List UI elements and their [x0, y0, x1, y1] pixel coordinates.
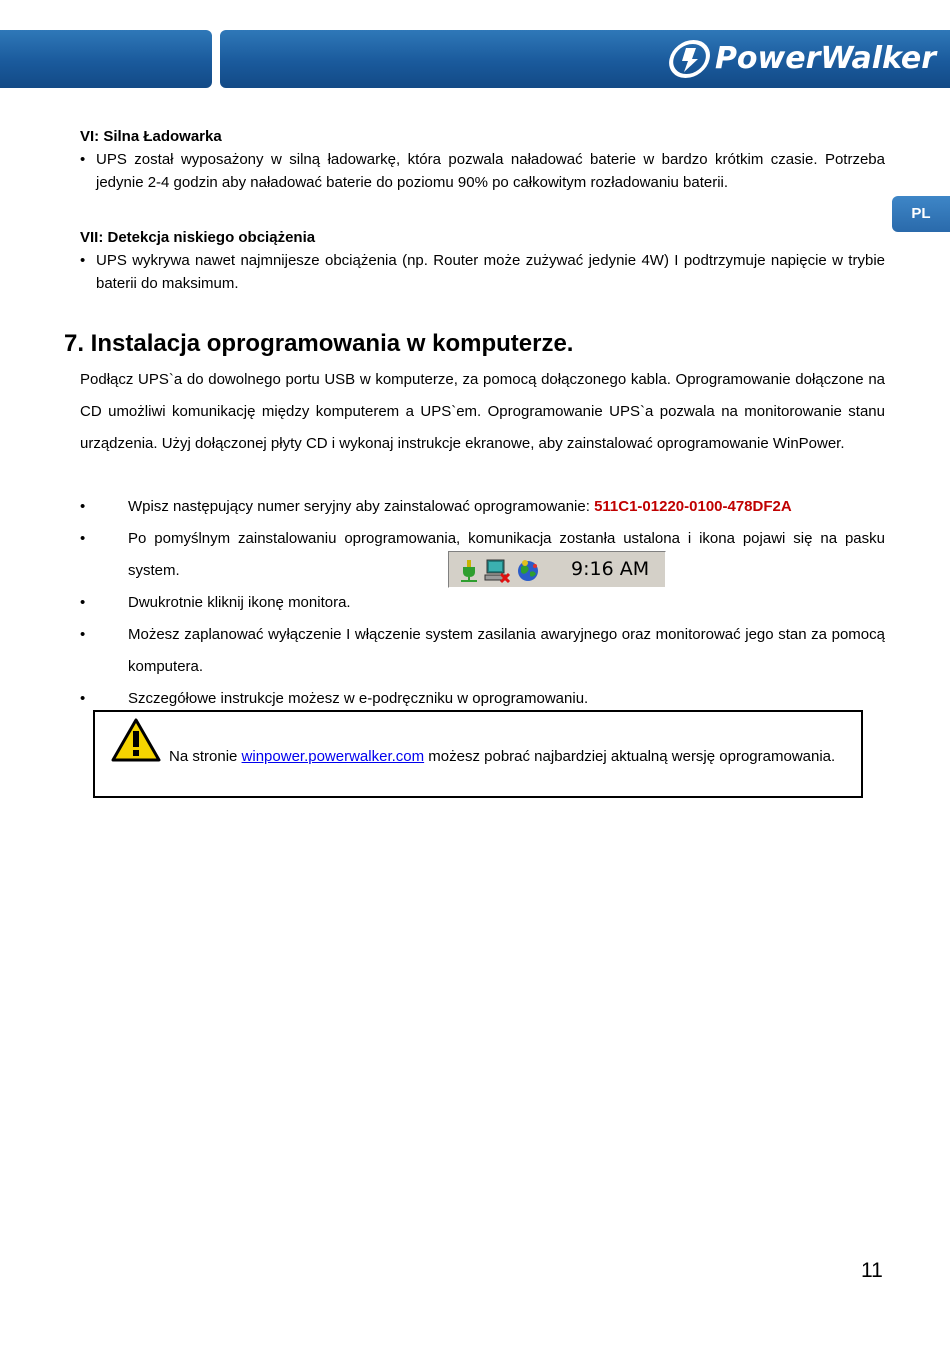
tray-plug-icon — [457, 558, 481, 582]
section-vii — [80, 226, 885, 295]
notice-text — [111, 745, 846, 768]
install-text: Po pomyślnym zainstalowaniu oprogramowania, komunikacja zostanła ustalona i ikona pojawi się na pasku system. — [128, 530, 885, 579]
schedule-text: Możesz zaplanować wyłączenie I włączenie system zasilania awaryjnego oraz monitorować jego stan za pomocą komputera. — [128, 626, 885, 675]
section-vi-bullet-text: UPS został wyposażony w silną ładowarkę, która pozwala naładować baterie w bardzo krótkim czasie. Potrzeba jedynie 2-4 godzin aby naładować baterie do poziomu 90% po całkowitym rozładowaniu baterii. — [96, 151, 885, 191]
list-item-serial — [80, 491, 885, 523]
section-7-heading: 7. Instalacja oprogramowania w komputerze. — [64, 330, 574, 357]
system-tray-image — [448, 551, 666, 588]
bullet-icon: • — [80, 626, 86, 643]
header-bar — [0, 30, 950, 88]
tray-globe-icon — [515, 558, 541, 584]
section-vii-title: VII: Detekcja niskiego obciążenia — [80, 229, 316, 246]
winpower-link[interactable]: winpower.powerwalker.com — [241, 748, 425, 765]
section-7-intro: Podłącz UPS`a do dowolnego portu USB w komputerze, za pomocą dołączonego kabla. Oprogramowanie dołączone na CD umożliwi komunikację między komputerem a UPS`em. Oprogramowanie UPS`a pozwala na monitorowanie stanu urządzenia. Użyj dołączonej płyty CD i wykonaj instrukcje ekranowe, aby zainstalować oprogramowanie WinPower. — [80, 371, 885, 452]
header-bar-left — [0, 30, 212, 88]
section-vii-bullet-text: UPS wykrywa nawet najmnijesze obciążenia (np. Router może zużywać jedynie 4W) I podtrzymuje napięcie w trybie baterii do maksimum. — [96, 252, 885, 292]
notice-suffix: możesz pobrać najbardziej aktualną wersję oprogramowania. — [424, 748, 836, 765]
serial-prefix: Wpisz następujący numer seryjny aby zainstalować oprogramowanie: — [128, 498, 595, 515]
brand-name: PowerWalker — [714, 41, 936, 76]
notice-prefix: Na stronie — [169, 748, 242, 765]
section-vi-bullet — [80, 148, 885, 194]
section-vi — [80, 125, 885, 194]
manual-text: Szczegółowe instrukcje możesz w e-podręczniku w oprogramowaniu. — [128, 690, 589, 707]
serial-number: 511C1-01220-0100-478DF2A — [594, 498, 792, 515]
list-item-double-click — [80, 587, 885, 619]
section-7-list — [80, 491, 885, 715]
section-vii-bullet — [80, 249, 885, 295]
page-number: 11 — [861, 1259, 883, 1282]
bullet-icon: • — [80, 498, 86, 515]
brand-logo — [669, 37, 936, 81]
bullet-icon: • — [80, 690, 86, 707]
bullet-icon: • — [80, 530, 86, 547]
logo-icon — [669, 38, 711, 80]
tray-clock: 9:16 AM — [571, 558, 650, 580]
bullet-icon: • — [80, 594, 86, 611]
double-click-text: Dwukrotnie kliknij ikonę monitora. — [128, 594, 351, 611]
bullet-icon: • — [80, 252, 86, 269]
bullet-icon: • — [80, 151, 86, 168]
section-vi-title: VI: Silna Ładowarka — [80, 128, 222, 145]
tray-monitor-icon — [483, 558, 511, 584]
notice-box — [93, 710, 863, 798]
language-tab: PL — [892, 196, 950, 232]
list-item-schedule — [80, 619, 885, 683]
header-bar-right — [220, 30, 950, 88]
